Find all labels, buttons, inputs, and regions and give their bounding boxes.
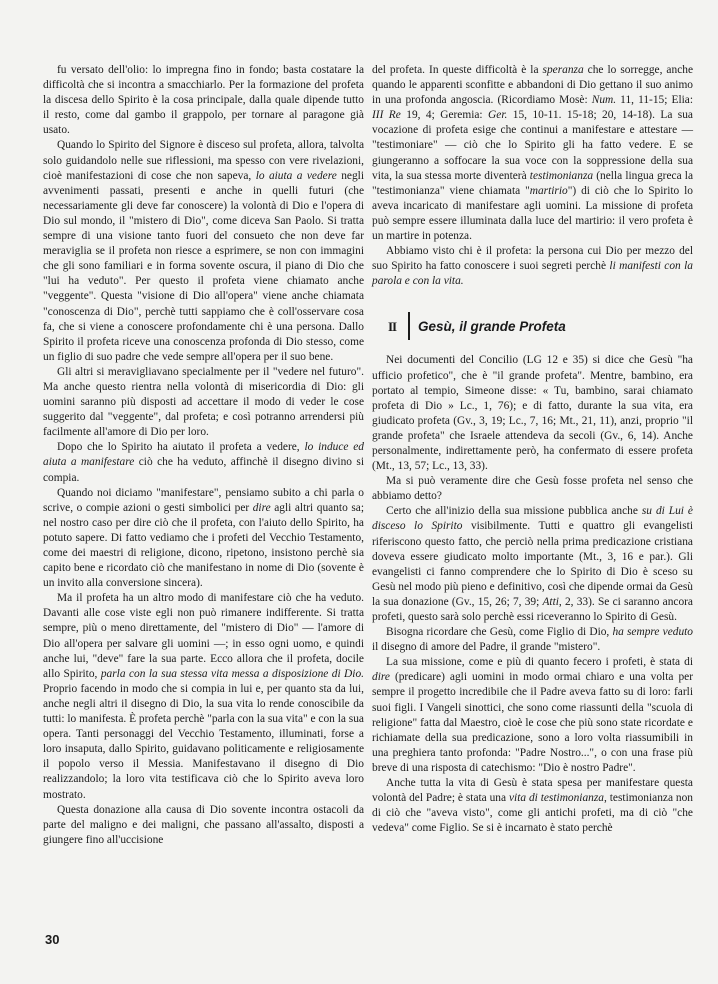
text: visibilmente. Tutti e quattro gli evangelisti riferiscono questo fatto, che perciò nella prima predicazione cristiana doveva essere giudicato molto importante (Mt., 3, 16 e par.). Gli evangelisti ci fanno comprendere che lo Spirito di Dio è sceso su Gesù nel modo più pieno e definitivo, così che dipende ormai da Gesù la sua donazione (Gv., 15, 26; 7, 39; xyxy=(372,520,693,608)
text: , testimonianza non di ciò che "aveva visto", come gli antichi profeti, ma di ciò "che vedeva" come Figlio. Se si è incarnato è stato perchè xyxy=(372,792,693,835)
italic-text: li manifesti con la parola e con la vita. xyxy=(372,260,693,288)
paragraph xyxy=(43,365,364,440)
text: ciò che ha veduto, affinchè il disegno divino si compia. xyxy=(43,456,364,484)
text: Questa donazione alla causa di Dio sovente incontra ostacoli da parte del maligno e dei maligni, che passano all'assalto, disposti a giungere fino all'uccisione xyxy=(43,803,364,846)
italic-text: parla con la sua stessa vita messa a disposizione di Dio. xyxy=(100,667,364,680)
text: negli avvenimenti passati, presenti e anche in quelli futuri (che necessariamente gli deve far conoscere) la volontà di Dio e l'opera di Dio sul mondo, il "mistero di Dio", come diceva San Paolo. Si tratta sempre di una visione tanto fuori del consueto che non deve far meraviglia se il profeta non riesce a esprimere, se non con immagini che gli sono familiari e in forma sovente oscura, il piano di Dio che "lui ha veduto". Per questo il profeta viene chiamato anche "veggente". Questa "visione di Dio all'opera" viene anche chiamata "conoscenza di Dio", perchè tutti sappiamo che è coll'osservare cosa fa, che si viene a conoscere profondamente chi è una persona. Dallo Spirito il profeta riceve una conoscenza profonda di Dio stesso, come un figlio di suo padre che vede sempre all'opera per il suo bene. xyxy=(43,169,364,363)
paragraph xyxy=(372,353,693,474)
paragraph xyxy=(372,244,693,289)
paragraph xyxy=(372,504,693,625)
italic-text: lo induce ed aiuta a manifestare xyxy=(43,441,364,469)
text: fu versato dell'olio: lo impregna fino in fondo; basta costatare la difficoltà che si incontra a smacchiarlo. Per la formazione del profeta la discesa dello Spirito è la cosa principale, dalla quale dipende tutto il resto, come dal gambo il grappolo, per tornare al paragone già usato. xyxy=(43,64,364,137)
section-title: Gesù, il grande Profeta xyxy=(418,318,566,334)
italic-text: testimonianza xyxy=(529,169,594,182)
text: Bisogna ricordare che Gesù, come Figlio di Dio, xyxy=(386,626,613,639)
paragraph xyxy=(43,591,364,802)
text: Quando noi diciamo "manifestare", pensiamo subito a chi parla o scrive, o compie azioni o gesti simbolici per xyxy=(43,486,364,514)
text: (predicare) agli uomini in modo ormai chiaro e una volta per sempre il progetto incredibile che il Padre aveva fatto su di loro: farli suoi figli. I Vangeli sinottici, che sono come riassunti della "scuola di religione" fatta dal Maestro, cioè le cose che più sono state ricordate e richiamate della sua predicazione, sono a loro volta riassumibili in una preghiera tanto profonda: "Padre Nostro...", o con una frase più breve di una risposta di catechismo: "Dio è nostro Padre". xyxy=(372,671,693,774)
right-column xyxy=(372,63,693,836)
italic-text: Atti xyxy=(542,595,559,608)
section-heading xyxy=(388,311,693,341)
paragraph xyxy=(372,63,693,244)
right-text-before-section xyxy=(372,63,693,289)
paragraph xyxy=(43,440,364,485)
paragraph xyxy=(43,803,364,848)
text: Certo che all'inizio della sua missione pubblica anche xyxy=(386,505,642,518)
text: Quando lo Spirito del Signore è disceso sul profeta, allora, talvolta solo guidandolo nelle sue riflessioni, ma spesso con vere rivelazioni, cioè manifestazioni di cose che non sapeva, xyxy=(43,139,364,182)
paragraph xyxy=(43,486,364,592)
text: che lo sorregge, anche quando le apparenti sconfitte e abbandoni di Dio gettano il suo animo in una profonda angoscia. (Ricordiamo Mosè: xyxy=(372,64,693,107)
section-number: II xyxy=(388,318,397,334)
paragraph xyxy=(372,474,693,504)
text: ") di ciò che lo Spirito lo aveva incaricato di manifestare agli uomini. La missione di profeta può sempre essere illuminata dalla luce del martirio: il vero profeta è un martire in potenza. xyxy=(372,184,693,243)
right-text-after-section xyxy=(372,353,693,836)
text: del profeta. In queste difficoltà è la xyxy=(372,64,543,76)
italic-text: ha sempre veduto xyxy=(612,626,693,639)
italic-text: dire xyxy=(252,501,271,514)
text: il disegno di amore del Padre, il grande "mistero". xyxy=(372,641,601,654)
text: (nella lingua greca la "testimonianza" viene chiamata " xyxy=(372,169,693,197)
text: Anche tutta la vita di Gesù è stata spesa per manifestare questa volontà del Padre; è stata una xyxy=(372,777,693,805)
italic-text: Num. xyxy=(591,94,617,107)
text: Proprio facendo in modo che si compia in lui e, per quanto sta da lui, anche negli altri il disegno di Dio, la sua vita lo rende conoscibile da tutti: lo manifesta. È profeta perchè "parla con la sua vita" e con la sua opera. Tanti personaggi del Vecchio Testamento, illuminati, forse a loro insaputa, dallo Spirito, guidavano politicamente e religiosamente il popolo verso il Messia. Manifestavano il disegno di Dio realizzandolo; la loro vita testificava ciò che lo Spirito aveva loro mostrato. xyxy=(43,682,364,801)
text: 19, 4; Geremia: xyxy=(400,109,489,122)
text: 11, 11-15; Elia: xyxy=(616,94,693,107)
text: La sua missione, come e più di quanto fecero i profeti, è stata di xyxy=(386,656,693,669)
italic-text: dire xyxy=(372,671,390,684)
page-number: 30 xyxy=(45,932,60,947)
text: agli altri quanto sa; nel nostro caso per dire ciò che il profeta, con l'aiuto dello Spirito, ha potuto sapere. Di fatto vediamo che i profeti del Vecchio Testamento, come dei maestri di religione, dicono, ripetono, insistono perchè sia capito bene e ricordato ciò che manifestano in nome di Dio (sovente è un invito alla conversione sincera). xyxy=(43,501,364,590)
text: Dopo che lo Spirito ha aiutato il profeta a vedere, xyxy=(57,441,305,454)
italic-text: speranza xyxy=(542,64,584,76)
italic-text: III Re xyxy=(372,109,401,122)
italic-text: vita di testimonianza xyxy=(508,792,604,805)
text: 15, 10-11. 15-18; 20, 14-18). La sua vocazione di profeta esige che continui a manifestare e attestare — "testimoniare" — ciò che lo Spirito gli ha fatto vedere. E se giungeranno a soffocare la sua voce con la soppressione della sua vita, la sua stessa morte diventerà xyxy=(372,109,693,182)
text: Abbiamo visto chi è il profeta: la persona cui Dio per mezzo del suo Spirito ha fatto conoscere i suoi segreti perchè xyxy=(372,245,693,273)
text: , 2, 33). Se ci saranno ancora profeti, questo sarà solo perchè essi riceveranno lo Spirito di Gesù. xyxy=(372,595,693,623)
italic-text: lo aiuta a vedere xyxy=(255,169,337,182)
italic-text: su di Lui è disceso lo Spirito xyxy=(372,505,693,533)
paragraph xyxy=(43,138,364,364)
paragraph xyxy=(372,625,693,655)
italic-text: Ger. xyxy=(488,109,508,122)
section-divider xyxy=(408,312,410,340)
paragraph xyxy=(372,776,693,836)
left-column xyxy=(43,63,364,848)
paragraph xyxy=(372,655,693,776)
text: Nei documenti del Concilio (LG 12 e 35) si dice che Gesù "ha ufficio profetico", che è "il grande profeta". Mentre, bambino, era portato al tempio, Simeone disse: « Tu, bambino, sarai chiamato profeta di Dio » Lc., 1, 76); e di fatto, durante la sua vita, era giudicato profeta (Gv., 3, 19; Lc., 7, 16; Mt., 21, 11), anzi, proprio "il grande profeta" che Israele attendeva da secoli (Gv., 6, 14). Anche personalmente, indirettamente però, ha confermato di essere profeta (Mt., 13, 57; Lc., 13, 33). xyxy=(372,354,693,473)
text: Ma il profeta ha un altro modo di manifestare ciò che ha veduto. Davanti alle cose viste egli non può rimanere indifferente. Si tratta sempre, più o meno direttamente, del "mistero di Dio" — l'amore di Dio all'opera per salvare gli uomini —; in esso ogni uomo, e quindi anche lui, "deve" fare la sua parte. Ecco allora che il profeta, docile allo Spirito, xyxy=(43,592,364,680)
text: Ma si può veramente dire che Gesù fosse profeta nel senso che abbiamo detto? xyxy=(372,475,693,503)
paragraph xyxy=(43,63,364,138)
text: Gli altri si meravigliavano specialmente per il "vedere nel futuro". Ma anche questo rientra nella volontà di misericordia di Dio: gli uomini saranno più disposti ad accettare il modo di veder le cose suggerito dal "veggente", dal profeta; e così potranno arrendersi più facilmente all'amore di Dio per loro. xyxy=(43,365,364,439)
italic-text: martirio xyxy=(529,184,568,197)
